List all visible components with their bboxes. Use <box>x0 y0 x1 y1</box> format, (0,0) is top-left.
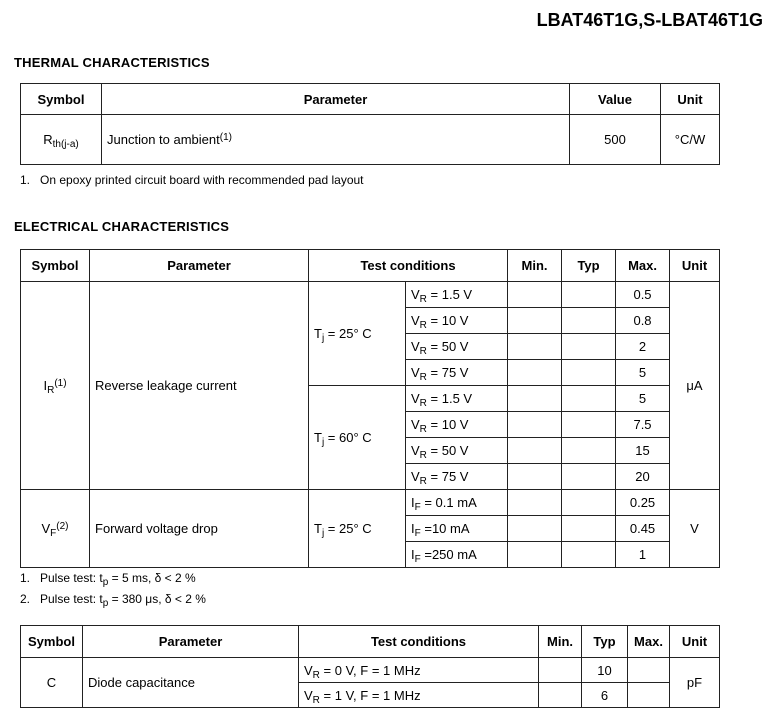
cond-main: V <box>411 417 420 432</box>
ir-tj-25 <box>309 282 406 386</box>
symbol-sub: F <box>50 528 57 539</box>
condition-cell <box>406 412 508 438</box>
footnote-sub: p <box>102 577 109 588</box>
cond-main: I <box>411 495 415 510</box>
cond-rest: = 0.1 mA <box>420 495 477 510</box>
typ-cell <box>562 308 616 334</box>
parameter-text: Junction to ambient <box>107 132 220 147</box>
tj-sub: j <box>321 528 325 539</box>
typ-cell <box>562 386 616 412</box>
footnote-number: 2. <box>20 592 31 606</box>
header-parameter: Parameter <box>83 626 299 658</box>
electrical-table <box>20 249 720 568</box>
footnote-sub: p <box>102 598 109 609</box>
header-test-conditions: Test conditions <box>299 626 539 658</box>
cond-sub: F <box>414 502 421 513</box>
max-cell: 0.25 <box>616 490 670 516</box>
footnote-pre: Pulse test: t <box>40 592 103 606</box>
cap-symbol: C <box>21 658 83 708</box>
parameter-footnote: (1) <box>219 132 232 143</box>
typ-cell <box>562 490 616 516</box>
max-cell: 1 <box>616 542 670 568</box>
thermal-section-title: THERMAL CHARACTERISTICS <box>14 55 210 70</box>
electrical-footnote-1 <box>20 571 196 588</box>
cond-rest: = 50 V <box>426 339 469 354</box>
footnote-post: = 5 ms, δ < 2 % <box>108 571 196 585</box>
max-cell: 5 <box>616 386 670 412</box>
condition-cell <box>406 334 508 360</box>
cond-sub: R <box>419 450 427 461</box>
typ-cell <box>562 464 616 490</box>
typ-cell <box>562 516 616 542</box>
cond-rest: = 1 V, F = 1 MHz <box>319 687 421 703</box>
symbol-sub: th(j-a) <box>52 139 79 150</box>
cond-main: V <box>411 391 420 406</box>
condition-cell <box>406 308 508 334</box>
header-parameter: Parameter <box>90 250 309 282</box>
tj-sub: j <box>321 333 325 344</box>
condition-cell <box>406 464 508 490</box>
footnote-pre: Pulse test: t <box>40 571 103 585</box>
tj-rest: = 25° C <box>324 521 372 536</box>
footnote-number: 1. <box>20 173 31 187</box>
min-cell <box>508 386 562 412</box>
header-symbol: Symbol <box>21 84 102 115</box>
cond-sub: R <box>312 694 320 706</box>
electrical-footnote-2 <box>20 592 206 609</box>
cond-main: V <box>411 287 420 302</box>
vf-symbol <box>21 490 90 568</box>
max-cell <box>628 658 670 683</box>
cond-rest: =10 mA <box>420 521 470 536</box>
header-max: Max. <box>628 626 670 658</box>
cond-main: I <box>411 521 415 536</box>
header-min: Min. <box>508 250 562 282</box>
footnote-post: = 380 μs, δ < 2 % <box>108 592 206 606</box>
condition-cell <box>299 683 539 708</box>
cond-sub: R <box>419 320 427 331</box>
footnote-number: 1. <box>20 571 31 585</box>
tj-rest: = 60° C <box>324 430 372 445</box>
cond-rest: = 1.5 V <box>426 391 473 406</box>
cond-sub: R <box>419 346 427 357</box>
header-typ: Typ <box>582 626 628 658</box>
condition-cell <box>406 438 508 464</box>
typ-cell <box>562 412 616 438</box>
condition-cell <box>406 490 508 516</box>
capacitance-table <box>20 625 720 708</box>
symbol-footnote: (2) <box>56 521 69 532</box>
cond-sub: R <box>419 294 427 305</box>
header-min: Min. <box>539 626 582 658</box>
cond-sub: R <box>419 476 427 487</box>
tj-main: T <box>314 326 322 341</box>
header-test-conditions: Test conditions <box>309 250 508 282</box>
capacitance-header-row <box>21 626 720 658</box>
header-unit: Unit <box>670 626 720 658</box>
cond-main: V <box>411 313 420 328</box>
min-cell <box>508 308 562 334</box>
cond-sub: R <box>312 669 320 681</box>
min-cell <box>508 464 562 490</box>
min-cell <box>508 360 562 386</box>
electrical-section-title: ELECTRICAL CHARACTERISTICS <box>14 219 230 234</box>
cond-rest: = 75 V <box>426 365 469 380</box>
symbol-main: I <box>43 378 48 393</box>
symbol-sub: R <box>47 385 55 396</box>
thermal-parameter <box>102 115 570 165</box>
vf-unit: V <box>670 490 720 568</box>
typ-cell <box>562 438 616 464</box>
cond-sub: F <box>414 528 421 539</box>
thermal-footnote <box>20 173 364 187</box>
min-cell <box>508 490 562 516</box>
min-cell <box>508 438 562 464</box>
symbol-main: V <box>41 521 51 536</box>
condition-cell <box>406 386 508 412</box>
table-row <box>21 490 720 516</box>
thermal-symbol <box>21 115 102 165</box>
min-cell <box>508 412 562 438</box>
condition-cell <box>406 516 508 542</box>
cond-main: V <box>411 443 420 458</box>
header-value: Value <box>570 84 661 115</box>
tj-sub: j <box>321 437 325 448</box>
cond-rest: = 10 V <box>426 313 469 328</box>
ir-tj-60 <box>309 386 406 490</box>
tj-main: T <box>314 521 322 536</box>
max-cell <box>628 683 670 708</box>
condition-cell <box>406 542 508 568</box>
cond-rest: = 1.5 V <box>426 287 473 302</box>
min-cell <box>508 282 562 308</box>
max-cell: 5 <box>616 360 670 386</box>
ir-parameter: Reverse leakage current <box>90 282 309 490</box>
cond-sub: R <box>419 398 427 409</box>
vf-parameter: Forward voltage drop <box>90 490 309 568</box>
document-title: LBAT46T1G,S-LBAT46T1G <box>536 10 763 30</box>
cond-main: V <box>411 469 420 484</box>
header-typ: Typ <box>562 250 616 282</box>
typ-cell <box>562 542 616 568</box>
thermal-table <box>20 83 720 165</box>
table-row <box>21 658 720 683</box>
min-cell <box>539 683 582 708</box>
cond-main: V <box>304 687 313 703</box>
cond-rest: = 10 V <box>426 417 469 432</box>
typ-cell <box>562 334 616 360</box>
header-parameter: Parameter <box>102 84 570 115</box>
cond-rest: = 0 V, F = 1 MHz <box>319 662 421 678</box>
header-symbol: Symbol <box>21 250 90 282</box>
tj-main: T <box>314 430 322 445</box>
cond-main: V <box>411 365 420 380</box>
typ-cell <box>562 282 616 308</box>
cond-rest: =250 mA <box>420 547 477 562</box>
tj-rest: = 25° C <box>324 326 372 341</box>
max-cell: 7.5 <box>616 412 670 438</box>
header-symbol: Symbol <box>21 626 83 658</box>
cond-main: V <box>304 662 313 678</box>
cond-sub: F <box>414 554 421 565</box>
min-cell <box>508 516 562 542</box>
ir-symbol <box>21 282 90 490</box>
table-row <box>21 282 720 308</box>
max-cell: 0.8 <box>616 308 670 334</box>
cond-sub: R <box>419 424 427 435</box>
cap-unit: pF <box>670 658 720 708</box>
thermal-header-row <box>21 84 720 115</box>
cond-main: V <box>411 339 420 354</box>
cap-parameter: Diode capacitance <box>83 658 299 708</box>
min-cell <box>539 658 582 683</box>
symbol-main: R <box>43 132 53 147</box>
cond-sub: R <box>419 372 427 383</box>
max-cell: 15 <box>616 438 670 464</box>
footnote-text: On epoxy printed circuit board with recommended pad layout <box>40 173 364 187</box>
min-cell <box>508 542 562 568</box>
max-cell: 20 <box>616 464 670 490</box>
electrical-header-row <box>21 250 720 282</box>
symbol-footnote: (1) <box>54 378 67 389</box>
cond-rest: = 75 V <box>426 469 469 484</box>
condition-cell <box>406 360 508 386</box>
condition-cell <box>406 282 508 308</box>
header-unit: Unit <box>661 84 720 115</box>
typ-cell: 6 <box>582 683 628 708</box>
condition-cell <box>299 658 539 683</box>
header-unit: Unit <box>670 250 720 282</box>
max-cell: 0.45 <box>616 516 670 542</box>
typ-cell <box>562 360 616 386</box>
thermal-row <box>21 115 720 165</box>
header-max: Max. <box>616 250 670 282</box>
max-cell: 2 <box>616 334 670 360</box>
vf-tj-25 <box>309 490 406 568</box>
ir-unit: μA <box>670 282 720 490</box>
min-cell <box>508 334 562 360</box>
typ-cell: 10 <box>582 658 628 683</box>
cond-main: I <box>411 547 415 562</box>
cond-rest: = 50 V <box>426 443 469 458</box>
thermal-value: 500 <box>570 115 661 165</box>
thermal-unit: °C/W <box>661 115 720 165</box>
max-cell: 0.5 <box>616 282 670 308</box>
